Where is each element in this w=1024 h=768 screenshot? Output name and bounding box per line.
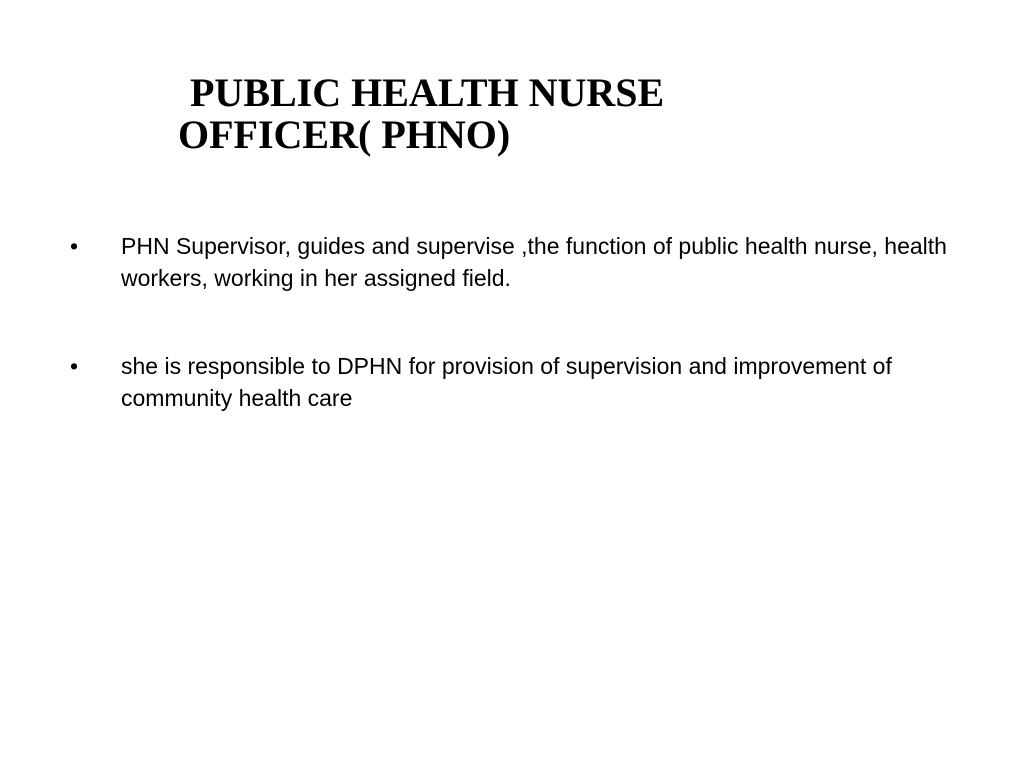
bullet-list [70, 230, 970, 470]
bullet-item-2 [70, 350, 970, 414]
bullet-dot-icon: • [70, 233, 79, 259]
bullet-text-2: she is responsible to DPHN for provision of supervision and improvement of community health care [121, 353, 892, 411]
bullet-dot-icon: • [70, 353, 79, 379]
slide-title-line-2: OFFICER( PHNO) [178, 112, 511, 157]
bullet-item-1 [70, 230, 970, 294]
slide-title-line-1: PUBLIC HEALTH NURSE [190, 70, 665, 115]
slide-title [178, 72, 664, 156]
bullet-text-1: PHN Supervisor, guides and supervise ,the function of public health nurse, health workers, working in her assigned field. [121, 233, 947, 291]
